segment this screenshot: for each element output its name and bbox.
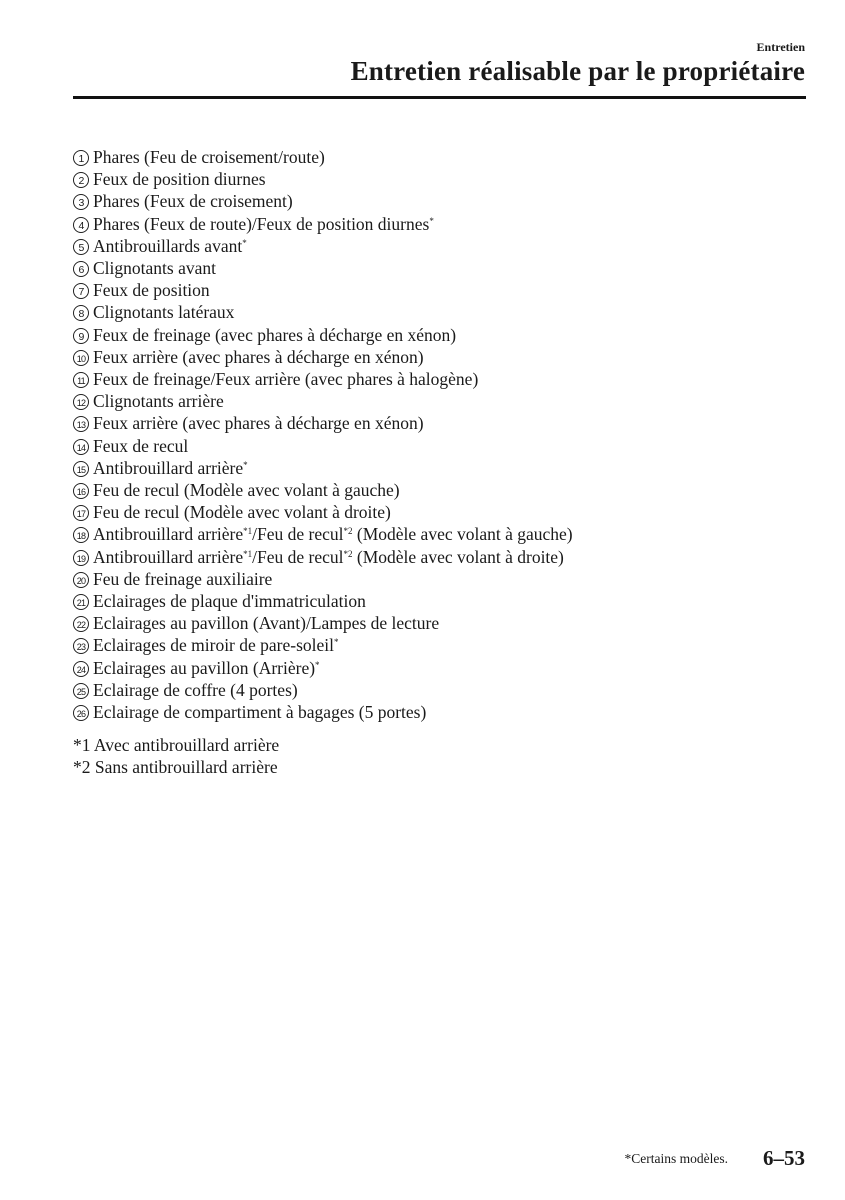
circled-number: 13: [73, 416, 89, 432]
circled-number: 3: [73, 194, 89, 210]
bulb-list: [73, 146, 573, 723]
circled-number: 26: [73, 705, 89, 721]
footnote-marker: *2: [343, 548, 353, 559]
list-item: [73, 168, 573, 190]
circled-number: 14: [73, 439, 89, 455]
circled-number: 11: [73, 372, 89, 388]
circled-number: 7: [73, 283, 89, 299]
circled-number: 9: [73, 328, 89, 344]
list-item: [73, 213, 573, 235]
page-number: 6–53: [763, 1146, 805, 1170]
footnote-2: *2 Sans antibrouillard arrière: [73, 757, 278, 778]
circled-number: 22: [73, 616, 89, 632]
page-title: Entretien réalisable par le propriétaire: [350, 56, 805, 86]
item-text: Phares (Feux de route)/Feux de position diurnes: [93, 213, 430, 234]
footnotes: [73, 734, 279, 778]
list-item: [73, 634, 573, 656]
list-item: [73, 146, 573, 168]
item-text: Eclairages au pavillon (Avant)/Lampes de lecture: [93, 613, 440, 634]
list-item: [73, 568, 573, 590]
list-item: [73, 368, 573, 390]
list-item: [73, 324, 573, 346]
item-text: /Feu de recul: [252, 546, 344, 567]
item-text: Clignotants avant: [93, 258, 216, 279]
item-text: Clignotants latéraux: [93, 302, 235, 323]
circled-number: 2: [73, 172, 89, 188]
circled-number: 24: [73, 661, 89, 677]
footnote-marker: *2: [343, 526, 353, 537]
item-text: Feu de recul (Modèle avec volant à droite): [93, 502, 391, 523]
item-text: (Modèle avec volant à gauche): [352, 524, 573, 545]
item-text: Antibrouillard arrière: [93, 546, 244, 567]
footnote-marker: *: [243, 459, 248, 470]
circled-number: 6: [73, 261, 89, 277]
list-item: [73, 412, 573, 434]
footer-note: *Certains modèles.: [624, 1151, 728, 1166]
list-item: [73, 501, 573, 523]
footnote-marker: *: [334, 637, 339, 648]
list-item: [73, 235, 573, 257]
item-text: (Modèle avec volant à droite): [352, 546, 564, 567]
list-item: [73, 479, 573, 501]
list-item: [73, 279, 573, 301]
circled-number: 21: [73, 594, 89, 610]
circled-number: 4: [73, 217, 89, 233]
circled-number: 19: [73, 550, 89, 566]
circled-number: 8: [73, 305, 89, 321]
item-text: Clignotants arrière: [93, 391, 224, 412]
footnote-marker: *1: [243, 526, 253, 537]
list-item: [73, 657, 573, 679]
item-text: Feux de position diurnes: [93, 169, 266, 190]
section-label: Entretien: [756, 40, 805, 54]
item-text: Eclairage de compartiment à bagages (5 portes): [93, 702, 427, 723]
circled-number: 16: [73, 483, 89, 499]
list-item: [73, 523, 573, 545]
list-item: [73, 546, 573, 568]
circled-number: 18: [73, 527, 89, 543]
list-item: [73, 701, 573, 723]
list-item: [73, 190, 573, 212]
item-text: Feux de freinage/Feux arrière (avec phares à halogène): [93, 369, 479, 390]
item-text: Phares (Feux de croisement): [93, 191, 293, 212]
footnote-marker: *: [429, 215, 434, 226]
list-item: [73, 457, 573, 479]
list-item: [73, 612, 573, 634]
item-text: Eclairages de miroir de pare-soleil: [93, 635, 335, 656]
item-text: Feux de recul: [93, 435, 189, 456]
circled-number: 15: [73, 461, 89, 477]
circled-number: 23: [73, 638, 89, 654]
footnote-marker: *: [242, 237, 247, 248]
footnote-marker: *1: [243, 548, 253, 559]
footnote-1: *1 Avec antibrouillard arrière: [73, 735, 280, 755]
list-item: [73, 346, 573, 368]
circled-number: 20: [73, 572, 89, 588]
item-text: Eclairage de coffre (4 portes): [93, 679, 298, 700]
title-rule: [73, 96, 806, 99]
list-item: [73, 590, 573, 612]
item-text: Feux arrière (avec phares à décharge en xénon): [93, 346, 424, 367]
circled-number: 12: [73, 394, 89, 410]
circled-number: 25: [73, 683, 89, 699]
list-item: [73, 390, 573, 412]
circled-number: 10: [73, 350, 89, 366]
list-item: [73, 257, 573, 279]
circled-number: 1: [73, 150, 89, 166]
circled-number: 5: [73, 239, 89, 255]
item-text: Antibrouillard arrière: [93, 524, 244, 545]
list-item: [73, 679, 573, 701]
item-text: Feu de freinage auxiliaire: [93, 568, 273, 589]
item-text: Feux arrière (avec phares à décharge en xénon): [93, 413, 424, 434]
list-item: [73, 435, 573, 457]
item-text: Phares (Feu de croisement/route): [93, 147, 325, 167]
item-text: Eclairages de plaque d'immatriculation: [93, 591, 366, 612]
list-item: [73, 301, 573, 323]
item-text: /Feu de recul: [252, 524, 344, 545]
item-text: Antibrouillards avant: [93, 235, 243, 256]
footnote-marker: *: [315, 659, 320, 670]
circled-number: 17: [73, 505, 89, 521]
item-text: Feu de recul (Modèle avec volant à gauche): [93, 480, 400, 501]
item-text: Antibrouillard arrière: [93, 457, 244, 478]
item-text: Feux de position: [93, 280, 210, 301]
item-text: Eclairages au pavillon (Arrière): [93, 657, 316, 678]
item-text: Feux de freinage (avec phares à décharge en xénon): [93, 324, 457, 345]
